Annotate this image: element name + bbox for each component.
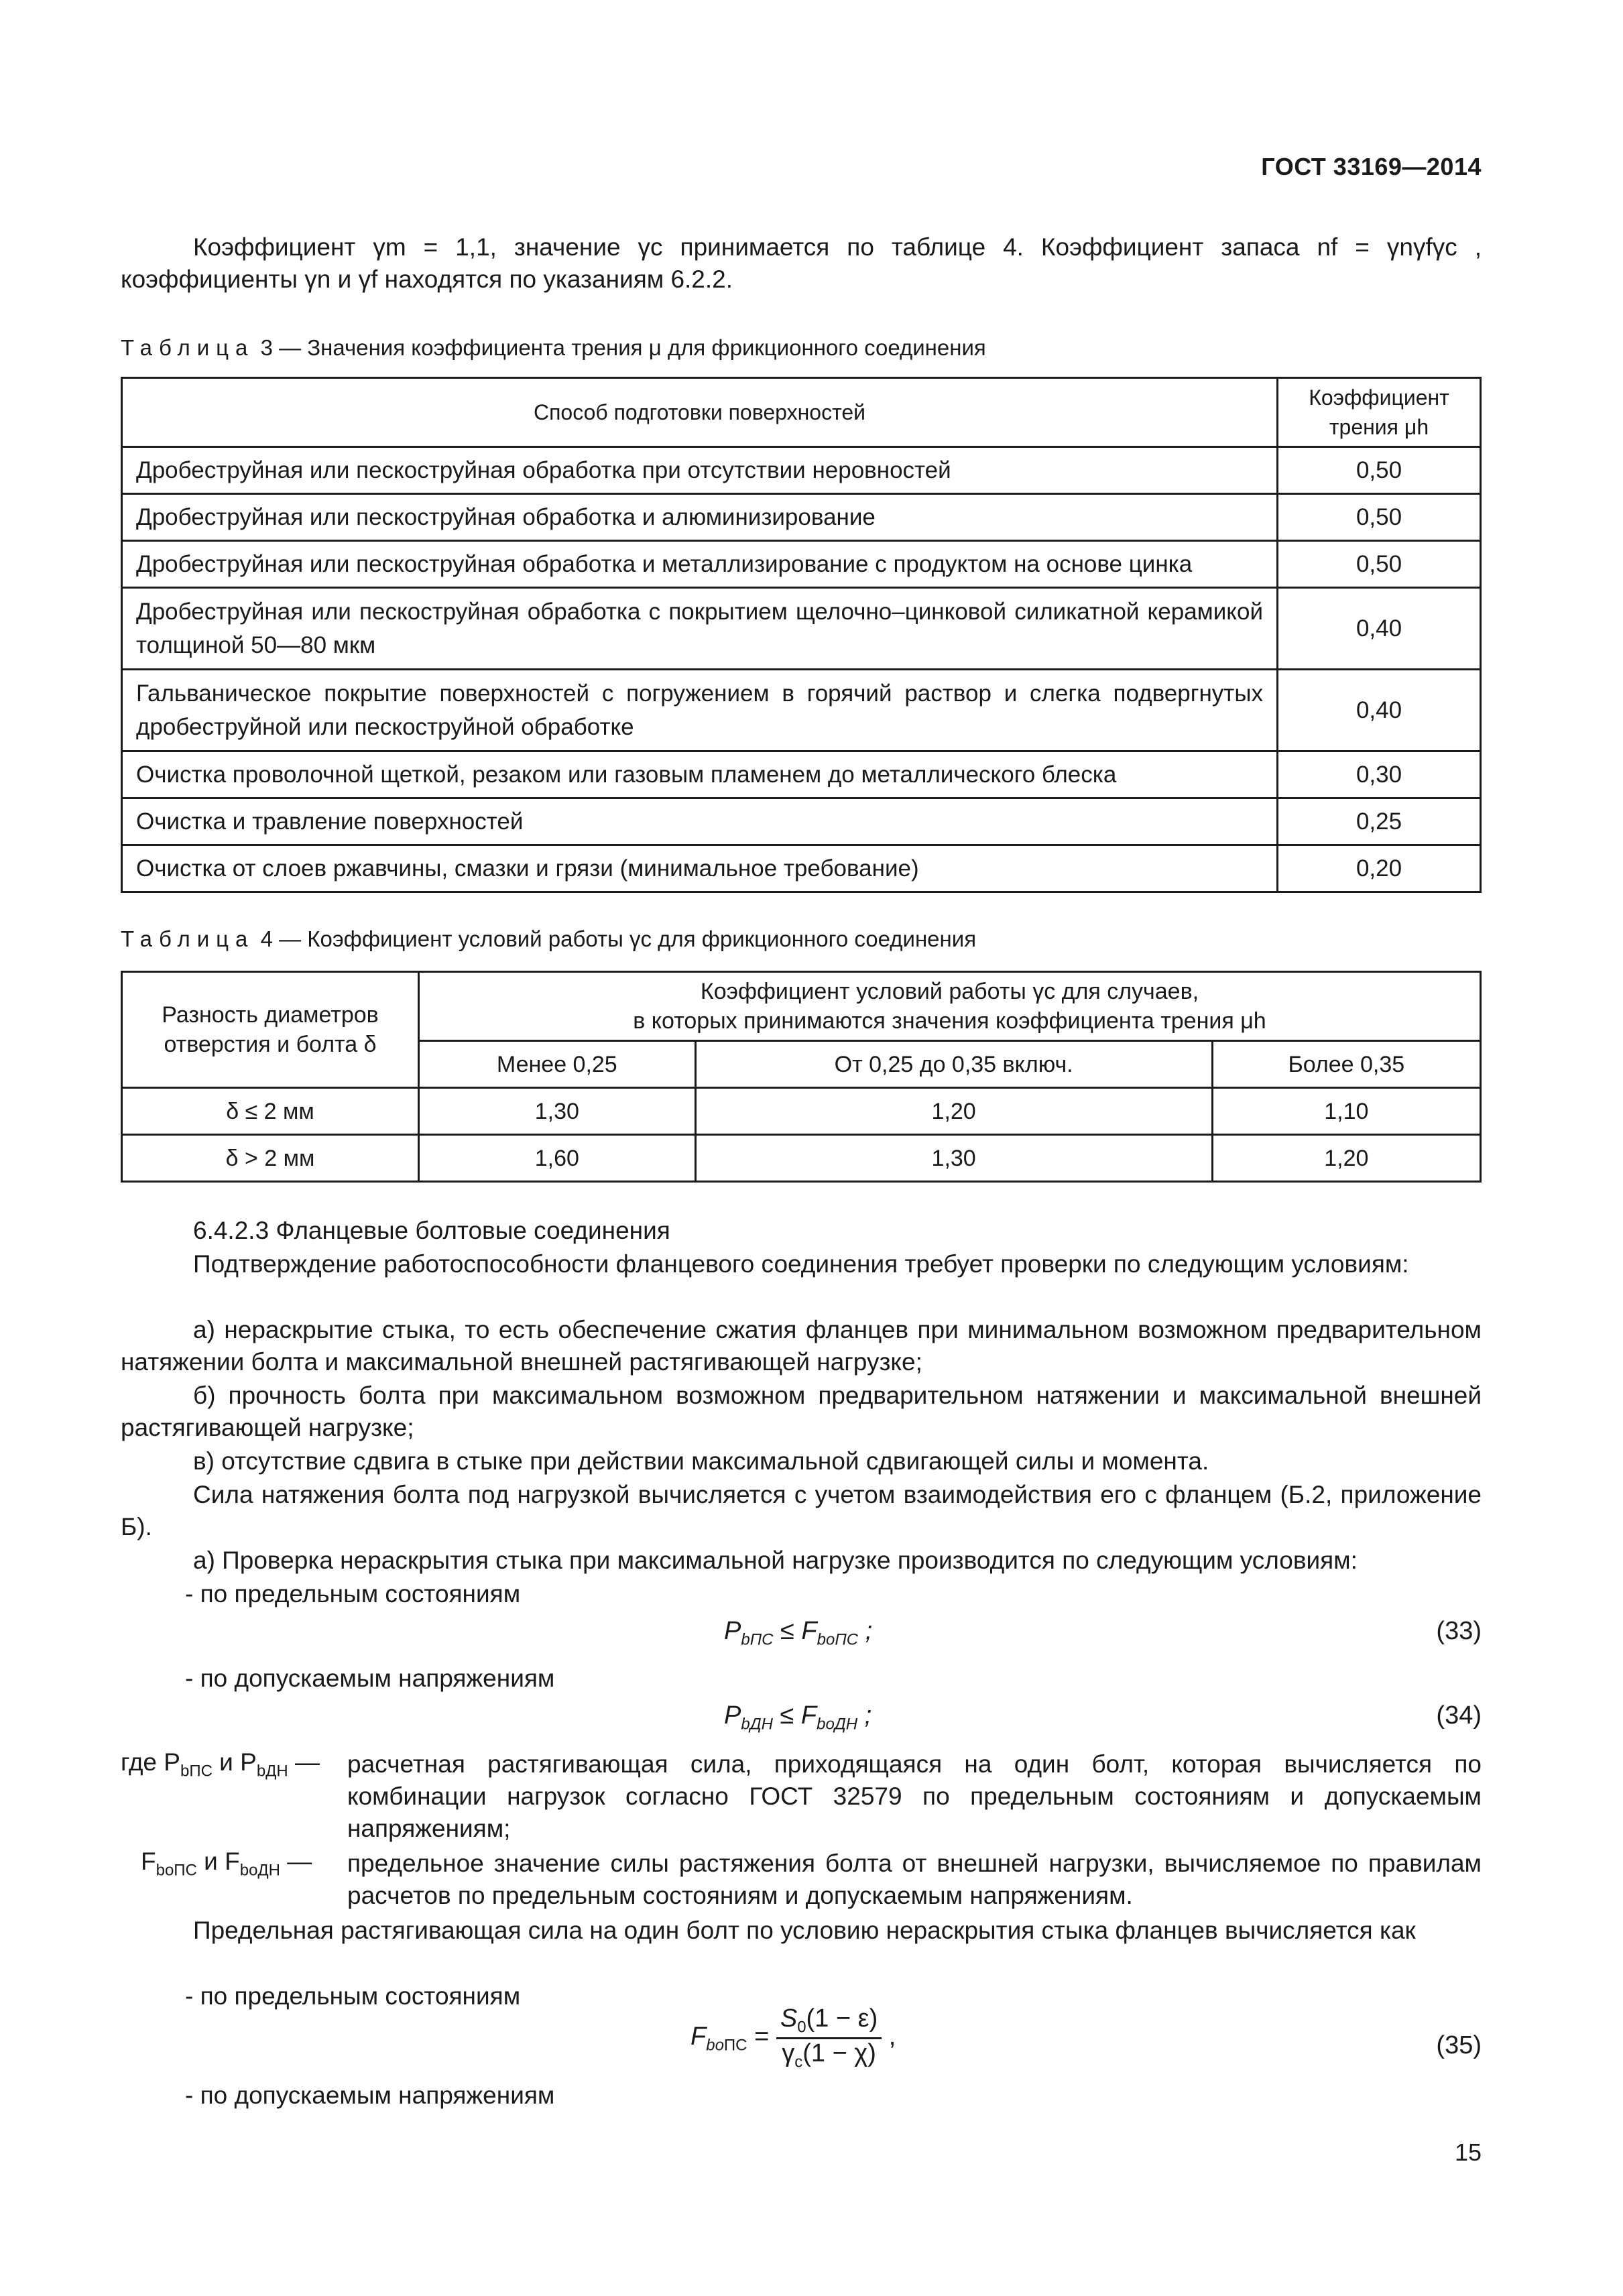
- section-title: 6.4.2.3 Фланцевые болтовые соединения: [193, 1217, 670, 1244]
- table4-cell: 1,20: [695, 1088, 1212, 1135]
- paragraph-check: а) Проверка нераскрытия стыка при максимальной нагрузке производится по следующим условиям:: [193, 1547, 1358, 1574]
- table-row: [122, 447, 1481, 494]
- equation-35-fraction: $\frac{S_0(1 - \varepsilon)}{\gamma_c(1 - \chi)}$: [776, 2004, 882, 2071]
- paragraph-limit-force: Предельная растягивающая сила на один болт по условию нераскрытия стыка фланцев вычисляется как: [193, 1917, 1416, 1944]
- table3-value: 0,40: [1278, 588, 1481, 670]
- list-item-limit: - по предельным состояниям: [185, 1580, 521, 1608]
- table3-caption-rest: 3 — Значения коэффициента трения μ для фрикционного соединения: [260, 335, 986, 360]
- table3-header-coef-line2: трения μh: [1329, 415, 1429, 439]
- paragraph-confirm: Подтверждение работоспособности фланцевого соединения требует проверки по следующим условиям:: [193, 1250, 1409, 1278]
- table4-row-label: δ > 2 мм: [122, 1135, 419, 1182]
- where-2-label: $F_{boПС}$ и $F_{boДН}$ —: [141, 1848, 312, 1880]
- table3-value: 0,30: [1278, 751, 1481, 798]
- table4-cell: 1,10: [1212, 1088, 1480, 1135]
- table4-cell: 1,30: [419, 1088, 696, 1135]
- table4-header-coef-line2: в которых принимаются значения коэффициента трения μh: [633, 1008, 1266, 1034]
- table4-caption: [121, 926, 976, 952]
- table4-header-diff-line2: отверстия и болта δ: [164, 1032, 377, 1057]
- table4-cell: 1,60: [419, 1135, 696, 1182]
- table-row: [122, 670, 1481, 751]
- table4-subheader: Менее 0,25: [419, 1041, 696, 1088]
- list-item-allow: - по допускаемым напряжениям: [185, 1665, 555, 1692]
- table3-header-coef-line1: Коэффициент: [1309, 385, 1449, 410]
- table-row: [122, 494, 1481, 541]
- page-number: 15: [1454, 2138, 1482, 2166]
- table4-cell: 1,20: [1212, 1135, 1480, 1182]
- where-2-text: предельное значение силы растяжения болта от внешней нагрузки, вычисляемое по правилам расчетов по предельным состояниям и допускаемым напряжениям.: [347, 1850, 1482, 1909]
- table-row: [122, 588, 1481, 670]
- table4-row-label: δ ≤ 2 мм: [122, 1088, 419, 1135]
- table3-header-method: Способ подготовки поверхностей: [122, 378, 1278, 447]
- table-row: [122, 845, 1481, 892]
- table3-caption-word: Таблица: [121, 335, 255, 360]
- equation-33-number: (33): [1436, 1617, 1482, 1645]
- table4-subheader: От 0,25 до 0,35 включ.: [695, 1041, 1212, 1088]
- table3-method: Дробеструйная или пескоструйная обработка с покрытием щелочно–цинковой силикатной керамикой толщиной 50—80 мкм: [122, 588, 1278, 670]
- paragraph-b: б) прочность болта при максимальном возможном предварительном натяжении и максимальной внешней растягивающей нагрузке;: [121, 1382, 1482, 1441]
- table-row: [122, 1135, 1481, 1182]
- table3-caption: [121, 335, 986, 361]
- equation-35: $F_{boПС}$ = $\frac{S_0(1 - \varepsilon)}{\gamma_c(1 - \chi)}$ ,: [690, 2004, 896, 2071]
- list-item-allow-2: - по допускаемым напряжениям: [185, 2081, 555, 2109]
- table3-method: Гальваническое покрытие поверхностей с погружением в горячий раствор и слегка подвергнутых дробеструйной или пескоструйной обработке: [122, 670, 1278, 751]
- table4-cell: 1,30: [695, 1135, 1212, 1182]
- table3-method: Очистка от слоев ржавчины, смазки и грязи (минимальное требование): [122, 845, 1278, 892]
- table4-caption-rest: 4 — Коэффициент условий работы γc для фрикционного соединения: [260, 926, 977, 951]
- table3-method: Дробеструйная или пескоструйная обработка при отсутствии неровностей: [122, 447, 1278, 494]
- table4-header-coef: [419, 972, 1481, 1041]
- document-header: ГОСТ 33169—2014: [1261, 153, 1482, 180]
- table3-method: Дробеструйная или пескоструйная обработка и металлизирование с продуктом на основе цинка: [122, 541, 1278, 588]
- equation-34: $P_{bДН} \le F_{boДН}$ ;: [724, 1701, 872, 1734]
- equation-35-number: (35): [1436, 2031, 1482, 2059]
- table4-header-diff-line1: Разность диаметров: [162, 1002, 379, 1028]
- table4-caption-word: Таблица: [121, 926, 255, 951]
- table-row: [122, 798, 1481, 845]
- table3: [121, 377, 1482, 893]
- table3-value: 0,50: [1278, 541, 1481, 588]
- table-row: [122, 1088, 1481, 1135]
- table3-value: 0,40: [1278, 670, 1481, 751]
- table3-value: 0,50: [1278, 447, 1481, 494]
- equation-33: $P_{bПС} \le F_{boПС}$ ;: [724, 1617, 873, 1649]
- intro-paragraph: Коэффициент γm = 1,1, значение γc принимается по таблице 4. Коэффициент запаса nf = γnγfγc , коэффициенты γn и γf находятся по указаниям 6.2.2.: [121, 233, 1482, 293]
- table3-header-coef: [1278, 378, 1481, 447]
- table4-header-diff: [122, 972, 419, 1088]
- where-1-label: где $P_{bПС}$ и $P_{bДН}$ —: [121, 1748, 320, 1780]
- table3-method: Дробеструйная или пескоструйная обработка и алюминизирование: [122, 494, 1278, 541]
- table-row: [122, 541, 1481, 588]
- list-item-limit-2: - по предельным состояниям: [185, 1982, 521, 2010]
- table-row: [122, 751, 1481, 798]
- table4-header-coef-line1: Коэффициент условий работы γc для случаев,: [700, 979, 1199, 1004]
- table3-method: Очистка проволочной щеткой, резаком или газовым пламенем до металлического блеска: [122, 751, 1278, 798]
- paragraph-v: в) отсутствие сдвига в стыке при действии максимальной сдвигающей силы и момента.: [193, 1447, 1209, 1475]
- table3-value: 0,50: [1278, 494, 1481, 541]
- where-1-text: расчетная растягивающая сила, приходящаяся на один болт, которая вычисляется по комбинации нагрузок согласно ГОСТ 32579 по предельным состояниям и допускаемым напряжениям;: [347, 1750, 1482, 1842]
- table3-value: 0,25: [1278, 798, 1481, 845]
- table4-subheader: Более 0,35: [1212, 1041, 1480, 1088]
- table3-method: Очистка и травление поверхностей: [122, 798, 1278, 845]
- table4: [121, 971, 1482, 1183]
- equation-34-number: (34): [1436, 1701, 1482, 1730]
- paragraph-force: Сила натяжения болта под нагрузкой вычисляется с учетом взаимодействия его с фланцем (Б.2, приложение Б).: [121, 1481, 1482, 1540]
- table3-value: 0,20: [1278, 845, 1481, 892]
- paragraph-a: а) нераскрытие стыка, то есть обеспечение сжатия фланцев при минимальном возможном предварительном натяжении болта и максимальной внешней растягивающей нагрузке;: [121, 1316, 1482, 1376]
